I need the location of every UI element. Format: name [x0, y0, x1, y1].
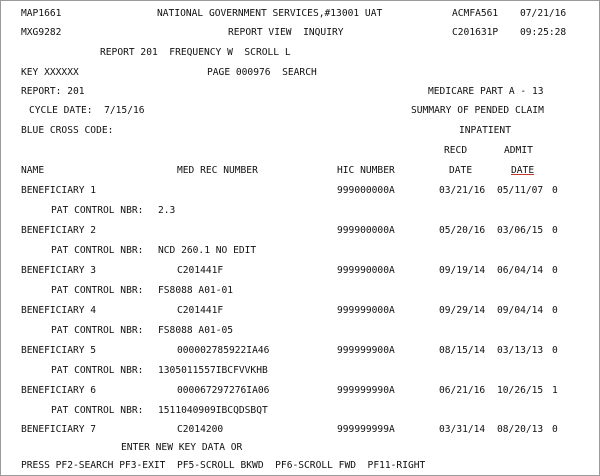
row-6-med-rec: 000067297276IA06 [177, 385, 270, 396]
row-1-pat-label: PAT CONTROL NBR: [51, 205, 144, 216]
row-7-med-rec: C2014200 [177, 424, 224, 435]
row-4-pat-value: FS8088 A01-05 [158, 325, 234, 336]
row-7-flag: 0 [552, 424, 558, 435]
col-admit: ADMIT [504, 145, 533, 156]
row-5-hic: 999999900A [337, 345, 395, 356]
row-2-pat-label: PAT CONTROL NBR: [51, 245, 144, 256]
row-1-name: BENEFICIARY 1 [21, 185, 97, 196]
col-admit-date: DATE [511, 165, 535, 176]
row-3-hic: 999990000A [337, 265, 395, 276]
row-1-hic: 999000000A [337, 185, 395, 196]
row-3-med-rec: C201441F [177, 265, 224, 276]
row-5-admit: 03/13/13 [497, 345, 544, 356]
row-2-name: BENEFICIARY 2 [21, 225, 97, 236]
report-number: REPORT: 201 [21, 86, 85, 97]
map-id: MAP1661 [21, 8, 62, 19]
blue-cross-code: BLUE CROSS CODE: [21, 125, 114, 136]
row-4-med-rec: C201441F [177, 305, 224, 316]
row-4-recd: 09/29/14 [439, 305, 486, 316]
row-5-name: BENEFICIARY 5 [21, 345, 97, 356]
report-frequency-line: REPORT 201 FREQUENCY W SCROLL L [100, 47, 291, 58]
organization-title: NATIONAL GOVERNMENT SERVICES,#13001 UAT [157, 8, 383, 19]
view-title: REPORT VIEW INQUIRY [228, 27, 344, 38]
row-2-flag: 0 [552, 225, 558, 236]
summary-title: SUMMARY OF PENDED CLAIM [411, 105, 544, 116]
row-3-name: BENEFICIARY 3 [21, 265, 97, 276]
col-recd-date: DATE [449, 165, 473, 176]
row-3-flag: 0 [552, 265, 558, 276]
row-5-recd: 08/15/14 [439, 345, 486, 356]
row-5-flag: 0 [552, 345, 558, 356]
row-4-flag: 0 [552, 305, 558, 316]
page-indicator: PAGE 000976 SEARCH [207, 67, 317, 78]
row-5-pat-label: PAT CONTROL NBR: [51, 365, 144, 376]
col-med-rec: MED REC NUMBER [177, 165, 258, 176]
medicare-part: MEDICARE PART A - 13 [428, 86, 544, 97]
acm-id: ACMFA561 [452, 8, 499, 19]
row-6-pat-label: PAT CONTROL NBR: [51, 405, 144, 416]
row-2-hic: 999900000A [337, 225, 395, 236]
row-3-pat-value: FS8088 A01-01 [158, 285, 234, 296]
row-2-admit: 03/06/15 [497, 225, 544, 236]
key-field[interactable]: KEY XXXXXX [21, 67, 79, 78]
row-6-admit: 10/26/15 [497, 385, 544, 396]
row-7-recd: 03/31/14 [439, 424, 486, 435]
row-4-pat-label: PAT CONTROL NBR: [51, 325, 144, 336]
row-6-recd: 06/21/16 [439, 385, 486, 396]
c-id: C201631P [452, 27, 499, 38]
row-6-name: BENEFICIARY 6 [21, 385, 97, 396]
row-4-name: BENEFICIARY 4 [21, 305, 97, 316]
row-5-med-rec: 000002785922IA46 [177, 345, 270, 356]
row-2-recd: 05/20/16 [439, 225, 486, 236]
footer-prompt: ENTER NEW KEY DATA OR [121, 442, 243, 453]
row-7-admit: 08/20/13 [497, 424, 544, 435]
col-recd: RECD [444, 145, 468, 156]
col-hic: HIC NUMBER [337, 165, 395, 176]
row-3-admit: 06/04/14 [497, 265, 544, 276]
row-3-recd: 09/19/14 [439, 265, 486, 276]
row-6-flag: 1 [552, 385, 558, 396]
row-4-hic: 999999000A [337, 305, 395, 316]
inpatient-label: INPATIENT [459, 125, 511, 136]
header-date: 07/21/16 [520, 8, 567, 19]
row-1-admit: 05/11/07 [497, 185, 544, 196]
row-3-pat-label: PAT CONTROL NBR: [51, 285, 144, 296]
col-name: NAME [21, 165, 45, 176]
row-5-pat-value: 1305011557IBCFVVKHB [158, 365, 268, 376]
row-1-flag: 0 [552, 185, 558, 196]
row-7-name: BENEFICIARY 7 [21, 424, 97, 435]
row-7-hic: 999999999A [337, 424, 395, 435]
mxg-id: MXG9282 [21, 27, 62, 38]
row-4-admit: 09/04/14 [497, 305, 544, 316]
row-1-pat-value: 2.3 [158, 205, 176, 216]
header-time: 09:25:28 [520, 27, 567, 38]
row-1-recd: 03/21/16 [439, 185, 486, 196]
row-6-hic: 999999990A [337, 385, 395, 396]
row-6-pat-value: 1511040909IBCQDSBQT [158, 405, 268, 416]
pf-key-legend: PRESS PF2-SEARCH PF3-EXIT PF5-SCROLL BKWD PF6-SCROLL FWD PF11-RIGHT [21, 460, 426, 471]
row-2-pat-value: NCD 260.1 NO EDIT [158, 245, 257, 256]
cycle-date: CYCLE DATE: 7/15/16 [29, 105, 145, 116]
